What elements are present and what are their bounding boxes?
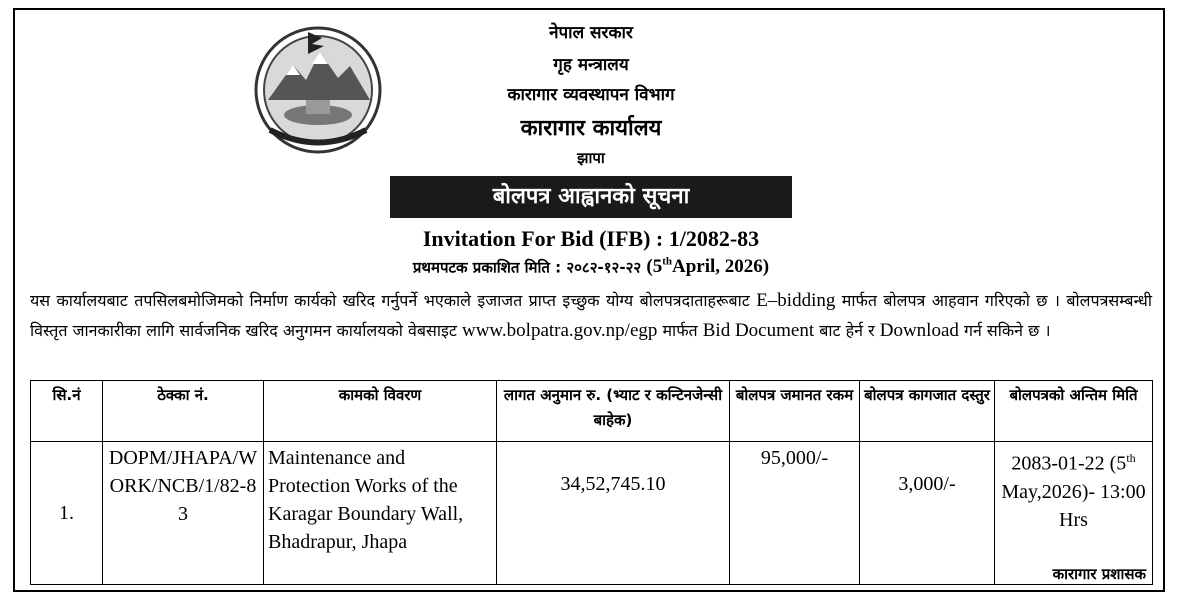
bid-table [30,380,1153,585]
col-header-fee: बोलपत्र कागजात दस्तुर [860,381,995,442]
cell-description: Maintenance and Protection Works of the Karagar Boundary Wall, Bhadrapur, Jhapa [264,442,497,585]
col-header-security: बोलपत्र जमानत रकम [730,381,860,442]
col-header-cost: लागत अनुमान रु. (भ्याट र कन्टिनजेन्सी बाहेक) [497,381,730,442]
col-header-contract: ठेक्का नं. [103,381,264,442]
notice-text-1: यस कार्यालयबाट तपसिलबमोजिमको निर्माण कार्यको खरिद गर्नुपर्ने भएकाले इजाजत प्राप्त इच्छुक योग्य बोलपत्रदाताहरूबाट [30,291,757,310]
header-line-ministry: गृह मन्त्रालय [553,55,629,75]
ifb-number: Invitation For Bid (IFB) : 1/2082-83 [422,226,760,251]
publication-date-english [646,256,769,277]
header-office-title: कारागार कार्यालय [520,116,662,141]
col-header-description: कामको विवरण [264,381,497,442]
table-row [31,442,1153,585]
deadline-date: 2083-01-22 (5 [1011,452,1127,475]
signature-title: कारागार प्रशासक [1052,565,1146,583]
col-header-deadline: बोलपत्रको अन्तिम मिति [995,381,1153,442]
cell-security: 95,000/- [730,442,860,585]
notice-download: Download [879,320,959,341]
cell-contract: DOPM/JHAPA/WORK/NCB/1/82-83 [103,442,264,585]
header-district: झापा [577,149,605,167]
publication-date-label: प्रथमपटक प्रकाशित मिति : २०८२-१२-२२ [412,258,642,277]
notice-text-4: बाट हेर्न र [814,321,880,340]
notice-bid-document: Bid Document [702,320,815,341]
notice-banner: बोलपत्र आह्वानको सूचना [390,176,792,218]
header-line-department: कारागार व्यवस्थापन विभाग [507,85,675,105]
table-header-row [31,381,1153,442]
notice-paragraph [30,286,1152,346]
notice-website-link[interactable]: www.bolpatra.gov.np/egp [461,320,658,341]
notice-text-2: मार्फत बोलपत्र आहवान गरिएको छ । बोलपत्रसम्बन्धी विस्तृत जानकारीका लागि सार्वजनिक खरिद अनुगमन कार्यालयको वेबसाइट [30,291,1152,340]
publication-month-year: April, 2026) [672,256,770,278]
notice-text-5: गर्न सकिने छ । [958,321,1051,340]
notice-ebidding: E–bidding [756,290,836,311]
publication-day: (5 [646,256,663,278]
deadline-time: May,2026)- 13:00 Hrs [1001,480,1146,531]
header-line-government: नेपाल सरकार [549,23,633,43]
notice-text-3: मार्फत [657,321,703,340]
deadline-suffix: th [1126,451,1136,465]
cell-sn: 1. [31,442,103,585]
col-header-sn: सि.नं [31,381,103,442]
publication-day-suffix: th [662,256,673,268]
cell-cost: 34,52,745.10 [497,442,730,585]
cell-fee: 3,000/- [860,442,995,585]
publication-date [0,256,1182,278]
